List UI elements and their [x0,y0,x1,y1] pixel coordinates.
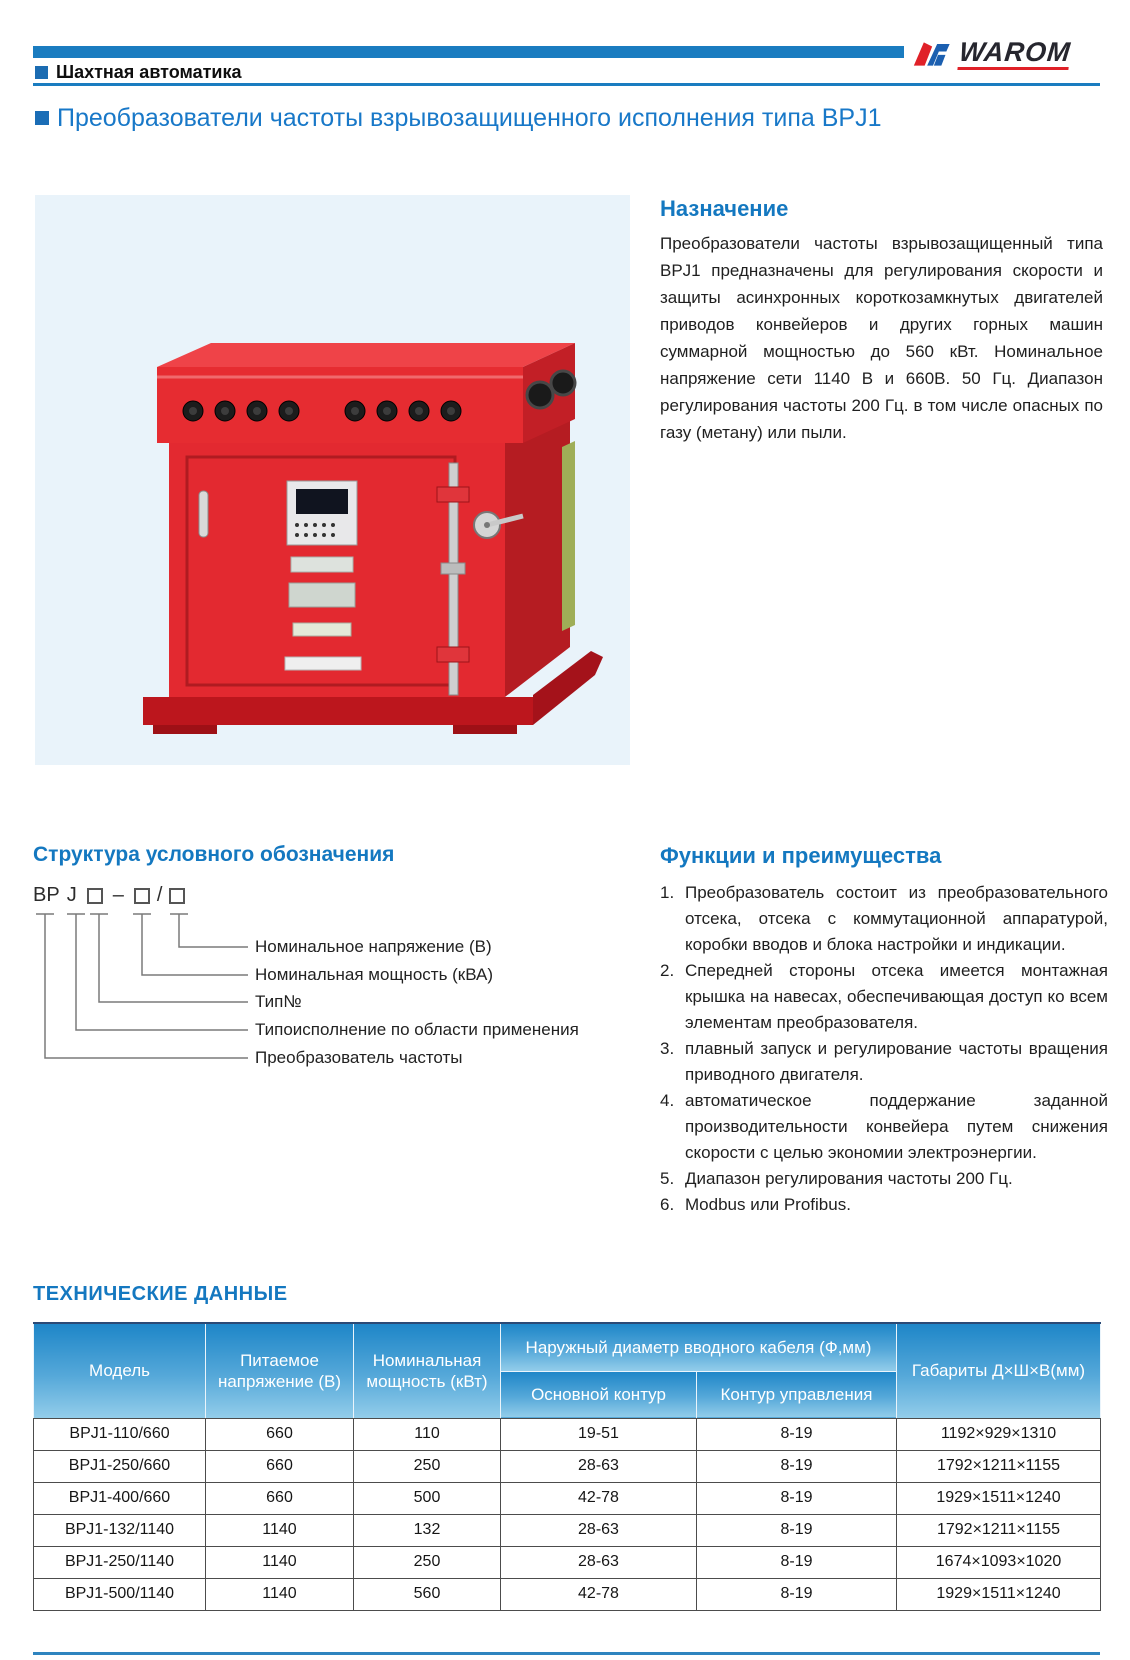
structure-heading: Структура условного обозначения [33,843,395,866]
page-title-row [35,102,881,134]
code-j: J [66,884,77,906]
diagram-label: Преобразователь частоты [255,1048,463,1067]
page-title: Преобразователи частоты взрывозащищенного исполнения типа BPJ1 [57,104,882,132]
product-photo-panel [35,195,630,765]
footer-rule [33,1652,1100,1655]
cell-model: BPJ1-132/1140 [34,1514,206,1546]
diagram-label: Типоисполнение по области применения [255,1020,579,1039]
list-item: 1. Преобразователь состоит из преобразовательного отсека, отсека с коммутационной аппаратурой, коробки вводов и блока настройки и индикации. [660,883,1108,954]
code-dash: – [112,884,124,906]
col-header-cable-control: Контур управления [697,1371,897,1418]
table-row: BPJ1-400/660 660 500 42-78 8-19 1929×1511×1240 [34,1482,1101,1514]
diagram-label: Номинальное напряжение (В) [255,937,492,956]
structure-diagram-lines [33,908,263,1068]
table-row: BPJ1-132/1140 1140 132 28-63 8-19 1792×1211×1155 [34,1514,1101,1546]
col-header-cable-main: Основной контур [501,1371,697,1418]
product-photo [35,195,630,765]
list-item: 5. Диапазон регулирования частоты 200 Гц. [660,1169,1013,1188]
purpose-heading: Назначение [660,196,789,221]
functions-list [660,880,1108,1218]
code-bp: BP [33,884,60,906]
cell-model: BPJ1-110/660 [34,1418,206,1450]
square-bullet-icon [35,111,49,125]
header-top-bar [33,46,904,58]
header-rule [33,83,1100,86]
col-header-voltage: Питаемое напряжение (В) [206,1323,354,1418]
tech-data-heading: ТЕХНИЧЕСКИЕ ДАННЫЕ [33,1283,288,1305]
col-header-model: Модель [34,1323,206,1418]
col-header-power: Номинальная мощность (кВт) [354,1323,501,1418]
tech-data-table [33,1322,1100,1611]
col-header-dimensions: Габариты Д×Ш×В(мм) [897,1323,1101,1418]
list-item: 2. Спередней стороны отсека имеется монтажная крышка на навесах, обеспечивающая доступ ко всем элементам преобразователя. [660,961,1108,1032]
square-bullet-icon [35,66,48,79]
warom-logo [913,38,1108,70]
cell-model: BPJ1-500/1140 [34,1578,206,1610]
list-item: 6. Modbus или Profibus. [660,1195,851,1214]
purpose-body: Преобразователи частоты взрывозащищенный типа BPJ1 предназначены для регулирования скорости и защиты асинхронных короткозамкнутых двигателей приводов конвейеров и других горных машин суммарной мощностью до 560 кВт. Номинальное напряжение сети 1140 В и 660В. 50 Гц. Диапазон регулирования частоты 200 Гц. в том числе опасных по газу (метану) или пыли. [660,234,1103,442]
section-label-row [35,60,241,84]
code-box [87,888,103,904]
diagram-label: Номинальная мощность (кВА) [255,965,494,984]
list-item: 4. автоматическое поддержание заданной производительности конвейера путем снижения скорости с целью экономии электроэнергии. [660,1091,1108,1162]
code-box [134,888,150,904]
code-slash: / [156,884,163,906]
cell-model: BPJ1-250/660 [34,1450,206,1482]
cell-model: BPJ1-250/1140 [34,1546,206,1578]
warom-logo-text: WAROM [957,39,1072,70]
code-box [169,888,185,904]
list-item: 3. плавный запуск и регулирование частоты вращения приводного двигателя. [660,1039,1108,1084]
type-code [33,884,185,907]
table-row: BPJ1-500/1140 1140 560 42-78 8-19 1929×1511×1240 [34,1578,1101,1610]
cell-model: BPJ1-400/660 [34,1482,206,1514]
col-header-cable-group: Наружный диаметр вводного кабеля (Ф,мм) [501,1323,897,1371]
diagram-label: Тип№ [255,992,302,1011]
table-row: BPJ1-250/660 660 250 28-63 8-19 1792×1211×1155 [34,1450,1101,1482]
table-row: BPJ1-250/1140 1140 250 28-63 8-19 1674×1093×1020 [34,1546,1101,1578]
section-label: Шахтная автоматика [56,61,242,82]
warom-logo-icon [913,40,953,68]
table-row: BPJ1-110/660 660 110 19-51 8-19 1192×929×1310 [34,1418,1101,1450]
functions-heading: Функции и преимущества [660,843,942,868]
